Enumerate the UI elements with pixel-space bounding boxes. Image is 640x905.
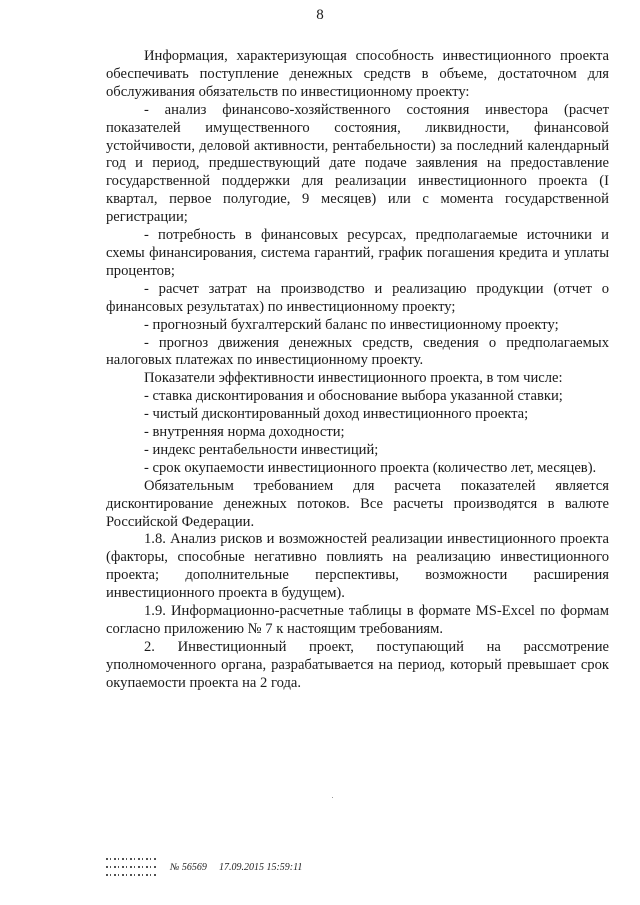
paragraph-financing-needs: - потребность в финансовых ресурсах, предполагаемые источники и схемы финансирования, система гарантий, график погашения кредита и уплаты процентов;	[106, 227, 609, 279]
paragraph-cashflow-forecast: - прогноз движения денежных средств, сведения о предполагаемых налоговых платежах по инвестиционному проекту.	[106, 334, 609, 369]
scan-speck	[332, 797, 333, 798]
document-body	[106, 48, 609, 693]
paragraph-intro: Информация, характеризующая способность инвестиционного проекта обеспечивать поступление денежных средств в объеме, достаточном для обслуживания обязательств по инвестиционному проекту:	[106, 48, 609, 100]
paragraph-irr: - внутренняя норма доходности;	[144, 424, 345, 441]
paragraph-npv: - чистый дисконтированный доход инвестиционного проекта;	[144, 406, 529, 423]
page-number: 8	[316, 7, 324, 23]
paragraph-balance-forecast: - прогнозный бухгалтерский баланс по инвестиционному проекту;	[144, 316, 559, 333]
document-timestamp: 17.09.2015 15:59:11	[218, 861, 303, 873]
paragraph-discount-rate: - ставка дисконтирования и обоснование выбора указанной ставки;	[144, 388, 563, 405]
paragraph-project-period: 2. Инвестиционный проект, поступающий на рассмотрение уполномоченного органа, разрабатывается на период, который превышает срок окупаемости проекта на 2 года.	[106, 638, 609, 691]
document-footer	[106, 858, 302, 876]
registration-stamp-icon	[106, 858, 158, 876]
paragraph-efficiency-indicators: Показатели эффективности инвестиционного проекта, в том числе:	[144, 370, 563, 387]
paragraph-profitability-index: - индекс рентабельности инвестиций;	[144, 441, 379, 458]
document-number: № 56569	[170, 861, 207, 873]
paragraph-financial-analysis: - анализ финансово-хозяйственного состояния инвестора (расчет показателей имущественного состояния, ликвидности, финансовой устойчивости, деловой активности, рентабельности) за последний календарный год и период, предшествующий дате подаче заявления на предоставление государственной поддержки для реализации инвестиционного проекта (I квартал, первое полугодие, 9 месяцев) или с момента государственной регистрации;	[106, 101, 609, 226]
paragraph-payback-period: - срок окупаемости инвестиционного проекта (количество лет, месяцев).	[144, 459, 597, 476]
paragraph-risk-analysis: 1.8. Анализ рисков и возможностей реализации инвестиционного проекта (факторы, способные негативно повлиять на реализацию инвестиционного проекта; дополнительные перспективы, возможности расширения инвестиционного проекта в будущем).	[106, 531, 609, 602]
paragraph-cost-calculation: - расчет затрат на производство и реализацию продукции (отчет о финансовых результатах) по инвестиционному проекту;	[106, 280, 609, 315]
paragraph-excel-tables: 1.9. Информационно-расчетные таблицы в формате MS-Excel по формам согласно приложению № 7 к настоящим требованиям.	[106, 603, 609, 637]
paragraph-discounting-requirement: Обязательным требованием для расчета показателей является дисконтирование денежных потоков. Все расчеты производятся в валюте Российской Федерации.	[106, 477, 609, 530]
